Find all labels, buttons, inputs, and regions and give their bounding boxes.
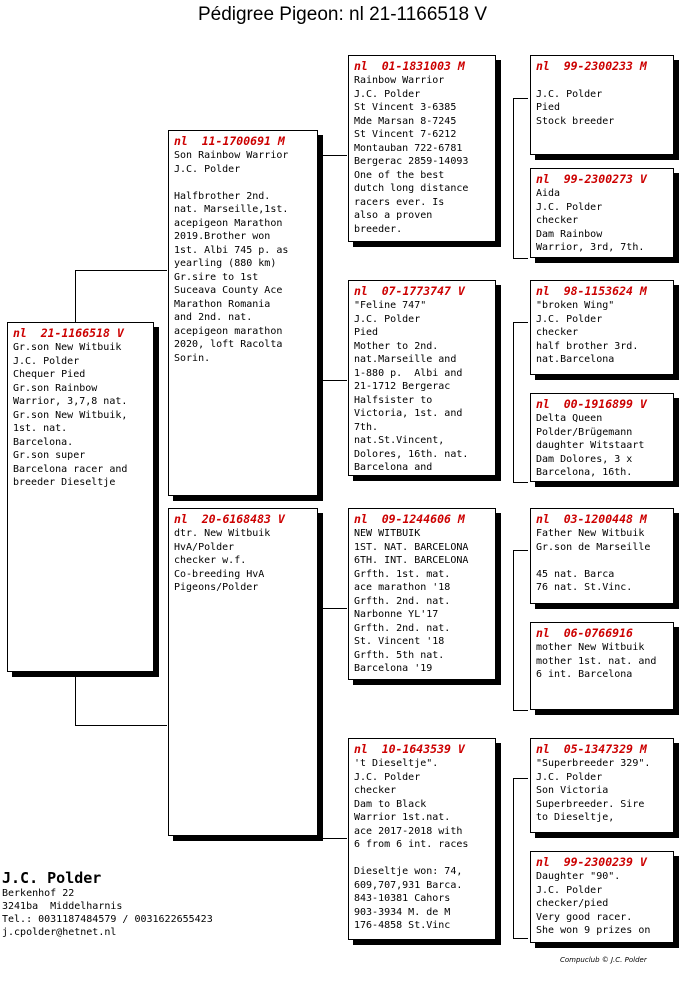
- pigeon-info-line: One of the best: [354, 169, 445, 181]
- pigeon-info-line: Montauban 722-6781: [354, 142, 463, 154]
- pigeon-info-line: checker w.f.: [174, 555, 247, 566]
- pigeon-info-line: Gr.son New Witbuik,: [13, 409, 128, 421]
- connector-line: [322, 269, 323, 380]
- pigeon-info-line: St. Vincent '18: [354, 636, 445, 647]
- pigeon-info-line: checker: [354, 785, 397, 796]
- pigeon-info-line: 't Dieseltje".: [354, 758, 439, 769]
- pigeon-info-line: J.C. Polder: [536, 88, 603, 100]
- pigeon-info-line: 21-1712 Bergerac: [354, 381, 451, 392]
- pigeon-info-line: Mde Marsan 8-7245: [354, 115, 457, 127]
- pigeon-info-line: checker: [536, 327, 579, 338]
- breeder-email[interactable]: j.cpolder@hetnet.nl: [2, 927, 117, 938]
- pigeon-info-line: [354, 852, 495, 866]
- connector-line: [513, 258, 528, 259]
- pigeon-card-sire-sire[interactable]: [348, 55, 496, 242]
- pigeon-info-line: J.C. Polder: [536, 771, 603, 783]
- ring-number: nl 99-2300233 M: [536, 59, 647, 73]
- pigeon-info-line: Mother to 2nd.: [354, 340, 439, 352]
- pigeon-info-line: Gr.son New Witbuik: [13, 342, 122, 353]
- pigeon-info-line: Barcelona and: [354, 462, 433, 473]
- pigeon-card-subject[interactable]: [7, 322, 154, 672]
- pigeon-info-line: yearling (880 km): [174, 258, 277, 269]
- ring-number: nl 07-1773747 V: [354, 284, 465, 298]
- pigeon-info-line: "Feline 747": [354, 300, 427, 311]
- pigeon-info-line: half brother 3rd.: [536, 340, 639, 352]
- pigeon-card-sds[interactable]: [530, 280, 674, 375]
- pigeon-card-ssd[interactable]: [530, 168, 674, 258]
- breeder-name: J.C. Polder: [2, 869, 102, 887]
- pigeon-info-line: Dam Rainbow: [536, 228, 603, 240]
- pigeon-info-line: Dieseltje won: 74,: [354, 866, 463, 877]
- pigeon-info-line: Barcelona.: [13, 436, 74, 448]
- pigeon-info-line: checker/pied: [536, 898, 609, 909]
- pigeon-info-line: Co-breeding HvA: [174, 568, 265, 580]
- pigeon-card-dam[interactable]: [168, 508, 318, 836]
- pigeon-info-line: 176-4858 St.Vinc: [354, 920, 451, 931]
- pigeon-info-line: Pied: [536, 102, 561, 113]
- breeder-city: 3241ba Middelharnis: [2, 901, 123, 912]
- connector-line: [513, 482, 528, 483]
- pigeon-info-line: Pied: [354, 327, 379, 338]
- pigeon-info-line: 903-3934 M. de M: [354, 906, 451, 918]
- connector-line: [322, 838, 347, 839]
- pigeon-card-sire-dam[interactable]: [348, 280, 496, 476]
- pigeon-card-dss[interactable]: [530, 508, 674, 604]
- pigeon-card-dsd[interactable]: [530, 622, 674, 710]
- pigeon-info-line: Marathon Romania: [174, 298, 271, 310]
- pigeon-info-line: Grfth. 1st. mat.: [354, 568, 451, 580]
- pigeon-info-line: 1st. Albi 745 p. as: [174, 244, 289, 256]
- pigeon-info-line: [536, 74, 673, 88]
- breeder-phone: Tel.: 0031187484579 / 0031622655423: [2, 914, 213, 925]
- pigeon-info-line: ace marathon '18: [354, 582, 451, 593]
- pigeon-info-line: Gr.sire to 1st: [174, 271, 259, 283]
- connector-line: [75, 725, 167, 726]
- pigeon-card-sss[interactable]: [530, 55, 674, 155]
- pigeon-info-line: ace 2017-2018 with: [354, 825, 463, 837]
- pigeon-info-line: Barcelona, 16th.: [536, 467, 633, 478]
- page-title: Pédigree Pigeon: nl 21-1166518 V: [197, 4, 488, 25]
- pigeon-info-line: Suceava County Ace: [174, 285, 283, 296]
- connector-line: [513, 98, 528, 99]
- connector-line: [322, 608, 347, 609]
- pigeon-info-line: Halfbrother 2nd.: [174, 190, 271, 202]
- pigeon-info-line: [536, 554, 673, 568]
- pigeon-card-sire[interactable]: [168, 130, 318, 496]
- pigeon-info-line: Dam Dolores, 3 x: [536, 453, 633, 465]
- connector-line: [513, 322, 514, 482]
- connector-line: [513, 778, 528, 779]
- pigeon-info-line: Polder/Brügemann: [536, 426, 633, 438]
- pigeon-info-line: Narbonne YL'17: [354, 609, 439, 620]
- pigeon-info-line: J.C. Polder: [174, 163, 241, 175]
- pigeon-info-line: daughter Witstaart: [536, 440, 645, 451]
- pigeon-info-line: 1ST. NAT. BARCELONA: [354, 541, 469, 553]
- breeder-info: [2, 869, 213, 939]
- pigeon-info-line: Rainbow Warrior: [354, 75, 445, 86]
- ring-number: nl 11-1700691 M: [174, 134, 285, 148]
- pigeon-info-line: Grfth. 2nd. nat.: [354, 622, 451, 634]
- connector-line: [322, 608, 323, 708]
- pigeon-info-line: dutch long distance: [354, 183, 469, 194]
- pigeon-info-line: breeder.: [354, 223, 403, 235]
- pigeon-info-line: nat.Marseille and: [354, 354, 457, 365]
- connector-line: [513, 778, 514, 938]
- ring-number: nl 00-1916899 V: [536, 397, 647, 411]
- connector-line: [75, 672, 76, 725]
- pigeon-info-line: HvA/Polder: [174, 541, 235, 553]
- pigeon-info-line: Stock breeder: [536, 115, 615, 127]
- pigeon-info-line: 76 nat. St.Vinc.: [536, 582, 633, 593]
- pigeon-info-line: Gr.son Rainbow: [13, 382, 98, 394]
- pigeon-info-line: nat.St.Vincent,: [354, 435, 445, 446]
- pigeon-info-line: and 2nd. nat.: [174, 312, 253, 323]
- ring-number: nl 05-1347329 M: [536, 742, 647, 756]
- pigeon-info-line: 6 from 6 int. races: [354, 839, 469, 850]
- pigeon-info-line: 6 int. Barcelona: [536, 669, 633, 680]
- pigeon-info-line: Grfth. 2nd. nat.: [354, 595, 451, 607]
- pigeon-info-line: [174, 176, 317, 190]
- ring-number: nl 09-1244606 M: [354, 512, 465, 526]
- connector-line: [322, 155, 323, 269]
- pigeon-info-line: Pigeons/Polder: [174, 582, 259, 593]
- connector-line: [513, 322, 528, 323]
- pigeon-info-line: Aida: [536, 188, 561, 199]
- connector-line: [322, 155, 347, 156]
- ring-number: nl 10-1643539 V: [354, 742, 465, 756]
- ring-number: nl 06-0766916: [536, 626, 633, 640]
- pigeon-info-line: to Dieseltje,: [536, 812, 615, 823]
- pigeon-info-line: nat. Marseille,1st.: [174, 204, 289, 215]
- pigeon-info-line: Sorin.: [174, 352, 211, 364]
- pigeon-info-line: NEW WITBUIK: [354, 528, 421, 539]
- connector-line: [322, 380, 347, 381]
- pigeon-info-line: J.C. Polder: [536, 201, 603, 213]
- pigeon-info-line: J.C. Polder: [536, 884, 603, 896]
- pigeon-info-line: 843-10381 Cahors: [354, 893, 451, 904]
- pigeon-info-line: Halfsister to: [354, 394, 433, 406]
- pigeon-info-line: breeder Dieseltje: [13, 477, 116, 488]
- pigeon-info-line: mother 1st. nat. and: [536, 655, 657, 667]
- pigeon-info-line: Dolores, 16th. nat.: [354, 448, 469, 460]
- pigeon-info-line: J.C. Polder: [536, 313, 603, 325]
- ring-number: nl 01-1831003 M: [354, 59, 465, 73]
- pigeon-info-line: racers ever. Is: [354, 196, 445, 208]
- connector-line: [513, 550, 514, 710]
- pigeon-info-line: 7th.: [354, 421, 379, 433]
- pigeon-info-line: nat.Barcelona: [536, 354, 615, 365]
- connector-line: [322, 708, 323, 838]
- connector-line: [75, 270, 167, 271]
- pigeon-info-line: acepigeon marathon: [174, 325, 283, 337]
- pigeon-info-line: Delta Queen: [536, 413, 603, 424]
- pigeon-info-line: J.C. Polder: [354, 88, 421, 100]
- connector-line: [513, 710, 528, 711]
- pigeon-info-line: Warrior 1st.nat.: [354, 812, 451, 823]
- pigeon-info-line: mother New Witbuik: [536, 642, 645, 653]
- pigeon-info-line: St Vincent 7-6212: [354, 129, 457, 140]
- pigeon-card-ddd[interactable]: [530, 851, 674, 943]
- pigeon-info-line: Gr.son super: [13, 450, 86, 461]
- pigeon-info-line: Warrior, 3rd, 7th.: [536, 242, 645, 253]
- connector-line: [513, 550, 528, 551]
- pigeon-card-dam-dam[interactable]: [348, 738, 496, 940]
- pigeon-info-line: 2020, loft Racolta: [174, 339, 283, 350]
- pigeon-info-line: "Superbreeder 329".: [536, 758, 651, 769]
- pigeon-info-line: 45 nat. Barca: [536, 568, 615, 580]
- pigeon-info-line: Son Victoria: [536, 785, 609, 796]
- pigeon-info-line: checker: [536, 215, 579, 226]
- pigeon-info-line: J.C. Polder: [13, 355, 80, 367]
- pigeon-info-line: She won 9 prizes on: [536, 925, 651, 936]
- pigeon-info-line: J.C. Polder: [354, 313, 421, 325]
- pigeon-info-line: Barcelona racer and: [13, 463, 128, 475]
- pigeon-info-line: Warrior, 3,7,8 nat.: [13, 396, 128, 407]
- pigeon-info-line: Gr.son de Marseille: [536, 541, 651, 553]
- pigeon-info-line: Son Rainbow Warrior: [174, 150, 289, 161]
- pigeon-info-line: Very good racer.: [536, 911, 633, 923]
- ring-number: nl 03-1200448 M: [536, 512, 647, 526]
- pigeon-card-dds[interactable]: [530, 738, 674, 833]
- pigeon-info-line: 1st. nat.: [13, 423, 68, 434]
- pigeon-info-line: 6TH. INT. BARCELONA: [354, 555, 469, 566]
- pigeon-card-sdd[interactable]: [530, 393, 674, 482]
- pigeon-info-line: 2019.Brother won: [174, 231, 271, 242]
- pigeon-info-line: Bergerac 2859-14093: [354, 156, 469, 167]
- pigeon-info-line: acepigeon Marathon: [174, 217, 283, 229]
- ring-number: nl 99-2300239 V: [536, 855, 647, 869]
- connector-line: [513, 938, 528, 939]
- ring-number: nl 20-6168483 V: [174, 512, 285, 526]
- ring-number: nl 21-1166518 V: [13, 326, 124, 340]
- credit-text: Compuclub © J.C. Polder: [560, 956, 647, 964]
- connector-line: [513, 98, 514, 258]
- pigeon-info-line: also a proven: [354, 210, 433, 221]
- pigeon-info-line: Superbreeder. Sire: [536, 798, 645, 810]
- pigeon-info-line: "broken Wing": [536, 300, 615, 311]
- pigeon-info-line: dtr. New Witbuik: [174, 528, 271, 539]
- pigeon-info-line: Daughter "90".: [536, 871, 621, 882]
- breeder-address: Berkenhof 22: [2, 888, 75, 899]
- pigeon-info-line: 1-880 p. Albi and: [354, 367, 463, 379]
- pigeon-info-line: Victoria, 1st. and: [354, 408, 463, 419]
- pigeon-info-line: J.C. Polder: [354, 771, 421, 783]
- pigeon-card-dam-sire[interactable]: [348, 508, 496, 680]
- ring-number: nl 98-1153624 M: [536, 284, 647, 298]
- pigeon-info-line: 609,707,931 Barca.: [354, 879, 463, 891]
- connector-line: [75, 270, 76, 323]
- pigeon-info-line: St Vincent 3-6385: [354, 102, 457, 113]
- ring-number: nl 99-2300273 V: [536, 172, 647, 186]
- pigeon-info-line: Dam to Black: [354, 798, 427, 810]
- pigeon-info-line: Grfth. 5th nat.: [354, 649, 445, 661]
- pigeon-info-line: Chequer Pied: [13, 369, 86, 380]
- pigeon-info-line: Father New Witbuik: [536, 528, 645, 539]
- pigeon-info-line: Barcelona '19: [354, 663, 433, 674]
